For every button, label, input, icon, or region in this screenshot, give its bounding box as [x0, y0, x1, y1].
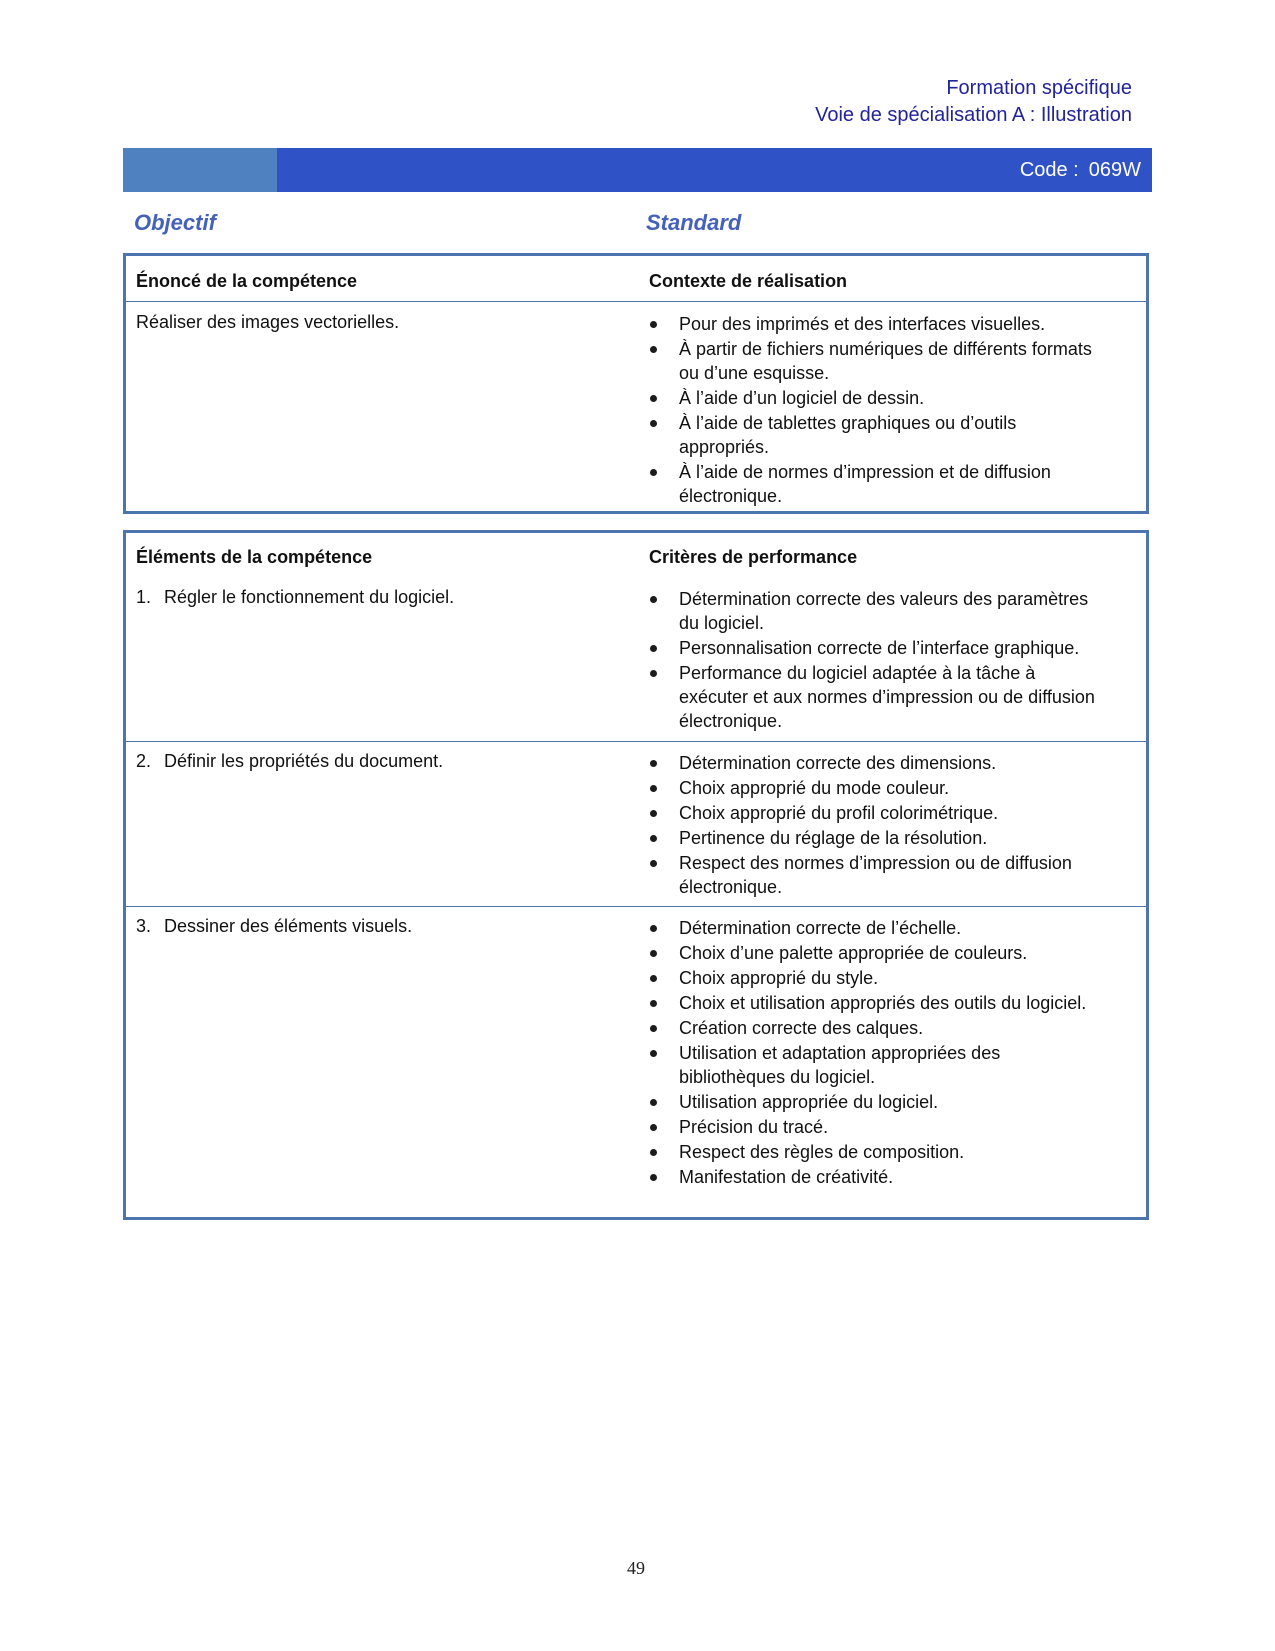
code-bar — [123, 148, 1152, 192]
criteria-list — [649, 751, 1099, 899]
bullet-icon — [650, 950, 657, 957]
criteria-item — [649, 991, 1099, 1015]
context-list — [649, 312, 1099, 508]
criteria-item — [649, 587, 1099, 635]
bullet-icon — [650, 469, 657, 476]
criteria-item-text: Personnalisation correcte de l’interface graphique. — [679, 638, 1080, 658]
bullet-icon — [650, 346, 657, 353]
element-text: Définir les propriétés du document. — [164, 751, 444, 771]
criteria-item-text: Détermination correcte des dimensions. — [679, 753, 997, 773]
element-row — [126, 906, 1146, 1219]
page-number: 49 — [627, 1558, 645, 1578]
code-value: 069W — [1088, 159, 1141, 181]
criteria-item-text: Choix approprié du style. — [679, 968, 879, 988]
bullet-icon — [650, 975, 657, 982]
bullet-icon — [650, 321, 657, 328]
bullet-icon — [650, 1000, 657, 1007]
context-item-text: À l’aide d’un logiciel de dessin. — [679, 388, 925, 408]
context-header: Contexte de réalisation — [649, 271, 848, 291]
criteria-item — [649, 1016, 1099, 1040]
criteria-item — [649, 661, 1099, 733]
code-text — [1010, 159, 1141, 182]
criteria-list — [649, 916, 1099, 1189]
criteria-item-text: Précision du tracé. — [679, 1117, 829, 1137]
criteria-item — [649, 941, 1099, 965]
element-cell — [136, 751, 443, 772]
context-item-text: À partir de fichiers numériques de différents formats ou d’une esquisse. — [679, 339, 1092, 383]
criteria-cell — [649, 751, 1099, 900]
criteria-item-text: Utilisation appropriée du logiciel. — [679, 1092, 939, 1112]
criteria-cell — [649, 916, 1099, 1190]
criteria-item-text: Manifestation de créativité. — [679, 1167, 894, 1187]
criteria-item-text: Pertinence du réglage de la résolution. — [679, 828, 988, 848]
element-text: Dessiner des éléments visuels. — [164, 916, 413, 936]
context-item — [649, 312, 1099, 336]
bullet-icon — [650, 1124, 657, 1131]
element-cell — [136, 916, 412, 937]
bullet-icon — [650, 760, 657, 767]
element-number: 3. — [136, 916, 152, 936]
competence-statement: Réaliser des images vectorielles. — [136, 312, 400, 332]
competence-body-row — [126, 301, 1146, 512]
criteria-item — [649, 776, 1099, 800]
code-bar-left-tint — [123, 148, 277, 192]
context-item — [649, 337, 1099, 385]
criteria-list — [649, 587, 1099, 733]
criteria-item — [649, 826, 1099, 850]
bullet-icon — [650, 810, 657, 817]
criteria-item-text: Choix approprié du mode couleur. — [679, 778, 950, 798]
criteria-cell — [649, 587, 1099, 734]
bullet-icon — [650, 925, 657, 932]
criteria-item-text: Création correcte des calques. — [679, 1018, 924, 1038]
bullet-icon — [650, 1174, 657, 1181]
header-program-title: Formation spécifique — [946, 77, 1132, 99]
element-cell — [136, 587, 454, 608]
criteria-item-text: Respect des règles de composition. — [679, 1142, 965, 1162]
criteria-item — [649, 1090, 1099, 1114]
criteria-item — [649, 966, 1099, 990]
element-number: 2. — [136, 751, 152, 771]
bullet-icon — [650, 645, 657, 652]
criteria-header: Critères de performance — [649, 547, 858, 567]
bullet-icon — [650, 835, 657, 842]
bullet-icon — [650, 1050, 657, 1057]
criteria-item-text: Utilisation et adaptation appropriées des bibliothèques du logiciel. — [679, 1043, 1001, 1087]
bullet-icon — [650, 1025, 657, 1032]
bullet-icon — [650, 670, 657, 677]
element-row — [126, 741, 1146, 906]
header-specialization: Voie de spécialisation A : Illustration — [815, 104, 1132, 126]
competence-statement-header: Énoncé de la compétence — [136, 271, 358, 291]
criteria-item-text: Choix d’une palette appropriée de couleurs. — [679, 943, 1028, 963]
bullet-icon — [650, 596, 657, 603]
bullet-icon — [650, 785, 657, 792]
criteria-item — [649, 751, 1099, 775]
criteria-item — [649, 851, 1099, 899]
criteria-item — [649, 801, 1099, 825]
criteria-item — [649, 636, 1099, 660]
criteria-item — [649, 1041, 1099, 1089]
context-item-text: Pour des imprimés et des interfaces visuelles. — [679, 314, 1046, 334]
context-item-text: À l’aide de normes d’impression et de diffusion électronique. — [679, 462, 1051, 506]
competence-table — [123, 253, 1149, 514]
bullet-icon — [650, 1149, 657, 1156]
context-item-text: À l’aide de tablettes graphiques ou d’outils appropriés. — [679, 413, 1017, 457]
bullet-icon — [650, 860, 657, 867]
standard-title: Standard — [646, 210, 742, 235]
bullet-icon — [650, 395, 657, 402]
criteria-item-text: Détermination correcte de l’échelle. — [679, 918, 962, 938]
element-rows — [126, 578, 1146, 1219]
criteria-item — [649, 1115, 1099, 1139]
criteria-item-text: Détermination correcte des valeurs des paramètres du logiciel. — [679, 589, 1089, 633]
criteria-item — [649, 916, 1099, 940]
code-label: Code : — [1019, 159, 1079, 181]
context-item — [649, 386, 1099, 410]
context-item — [649, 411, 1099, 459]
context-list-wrap — [649, 312, 1099, 509]
context-item — [649, 460, 1099, 508]
criteria-item-text: Choix approprié du profil colorimétrique. — [679, 803, 999, 823]
criteria-item-text: Performance du logiciel adaptée à la tâche à exécuter et aux normes d’impression ou de diffusion électronique. — [679, 663, 1095, 731]
criteria-item-text: Respect des normes d’impression ou de diffusion électronique. — [679, 853, 1072, 897]
element-number: 1. — [136, 587, 152, 607]
criteria-item — [649, 1165, 1099, 1189]
bullet-icon — [650, 420, 657, 427]
element-text: Régler le fonctionnement du logiciel. — [164, 587, 455, 607]
objective-title: Objectif — [134, 210, 216, 235]
competence-header-row — [126, 256, 1146, 301]
criteria-item — [649, 1140, 1099, 1164]
elements-header-row — [126, 533, 1146, 578]
elements-table — [123, 530, 1149, 1220]
elements-header: Éléments de la compétence — [136, 547, 373, 567]
element-row — [126, 578, 1146, 741]
bullet-icon — [650, 1099, 657, 1106]
criteria-item-text: Choix et utilisation appropriés des outils du logiciel. — [679, 993, 1087, 1013]
